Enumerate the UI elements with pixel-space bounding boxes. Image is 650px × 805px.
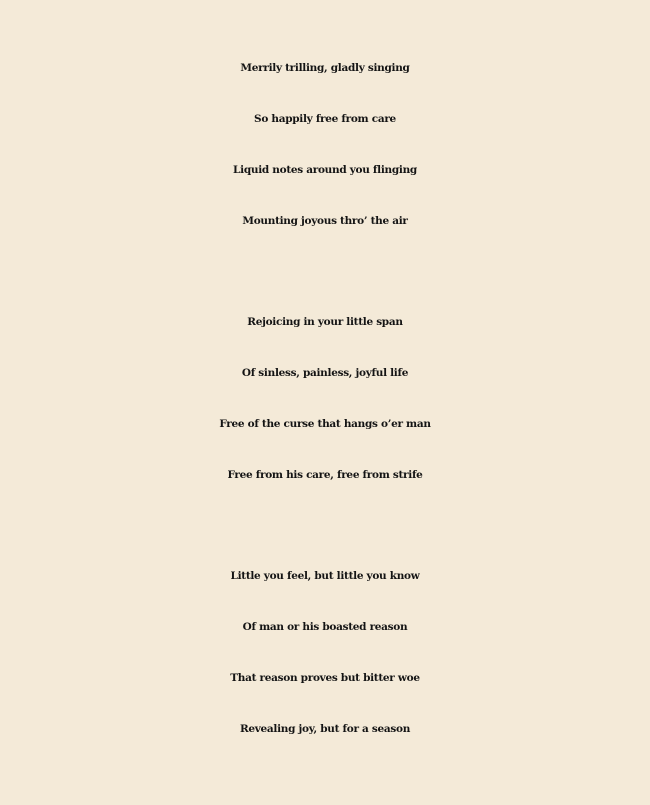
poem-line: Revealing joy, but for a season bbox=[239, 723, 411, 735]
poem-line: Little you feel, but little you know bbox=[230, 570, 420, 582]
poem-line: Rejoicing in your little span bbox=[247, 316, 403, 328]
poem bbox=[0, 43, 650, 805]
poem-line: Of man or his boasted reason bbox=[242, 621, 408, 633]
stanza-2 bbox=[0, 297, 650, 501]
poem-line: Liquid notes around you flinging bbox=[233, 164, 417, 176]
poem-line: Of sinless, painless, joyful life bbox=[241, 367, 409, 379]
poem-line: Merrily trilling, gladly singing bbox=[240, 62, 410, 74]
poem-line: Mounting joyous thro’ the air bbox=[242, 215, 408, 227]
poem-line: That reason proves but bitter woe bbox=[230, 672, 420, 684]
stanza-3 bbox=[0, 551, 650, 755]
stanza-1 bbox=[0, 43, 650, 247]
poem-line: So happily free from care bbox=[254, 113, 396, 125]
poem-line: Free from his care, free from strife bbox=[227, 469, 423, 481]
poem-line: Free of the curse that hangs o’er man bbox=[219, 418, 431, 430]
